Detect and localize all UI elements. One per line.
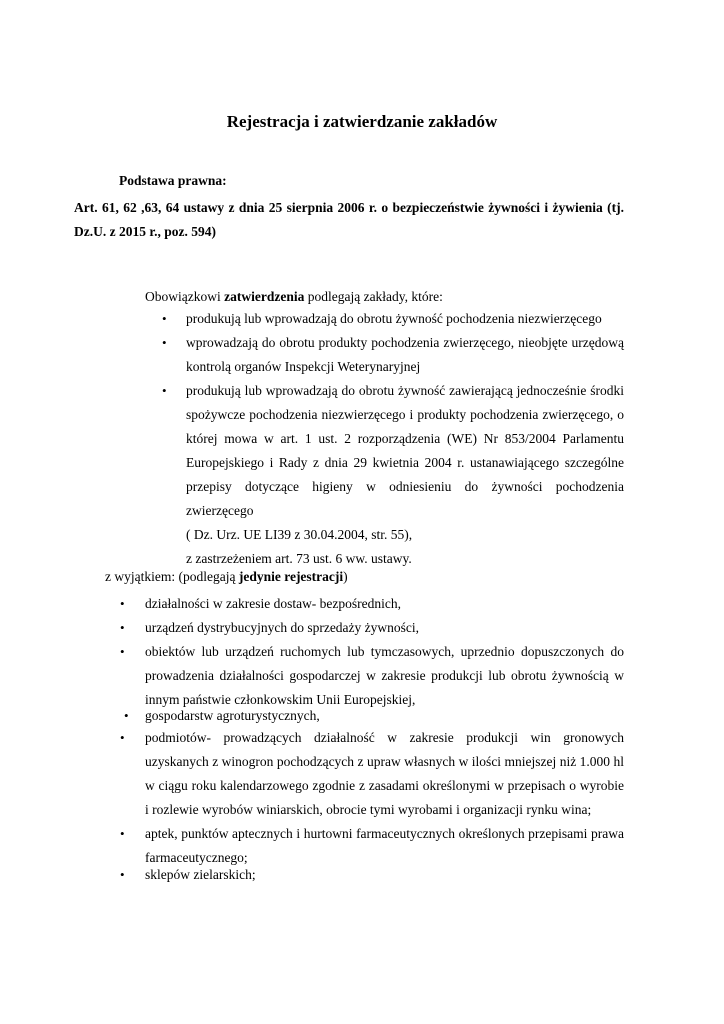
list-item xyxy=(162,307,624,331)
bullet-icon: • xyxy=(162,383,167,398)
list-item xyxy=(120,863,624,887)
approval-reservation-text: z zastrzeżeniem art. 73 ust. 6 ww. ustawy. xyxy=(186,551,412,566)
exception-item-text: sklepów zielarskich; xyxy=(145,867,256,882)
legal-basis-heading: Podstawa prawna: xyxy=(119,173,227,188)
list-item xyxy=(120,616,624,640)
exceptions-intro-before: z wyjątkiem: (podlegają xyxy=(105,569,239,584)
approval-citation xyxy=(186,523,624,547)
bullet-icon: • xyxy=(162,335,167,350)
exception-item-text: gospodarstw agroturystycznych, xyxy=(145,708,320,723)
approval-intro-after: podlegają zakłady, które: xyxy=(304,289,443,304)
legal-basis-text: Art. 61, 62 ,63, 64 ustawy z dnia 25 sierpnia 2006 r. o bezpieczeństwie żywności i żywienia (tj. Dz.U. z 2015 r., poz. 594) xyxy=(74,200,624,239)
bullet-icon: • xyxy=(120,620,125,635)
bullet-icon: • xyxy=(120,644,125,659)
list-item xyxy=(120,640,624,712)
list-item xyxy=(124,704,624,728)
exception-item-text: aptek, punktów aptecznych i hurtowni farmaceutycznych określonych przepisami prawa farmaceutycznego; xyxy=(145,826,624,865)
exception-item-text: działalności w zakresie dostaw- bezpośrednich, xyxy=(145,596,402,611)
approval-item-text: wprowadzają do obrotu produkty pochodzenia zwierzęcego, nieobjęte urzędową kontrolą organów Inspekcji Weterynaryjnej xyxy=(186,335,624,374)
exceptions-intro-bold: jedynie rejestracji xyxy=(238,569,344,584)
approval-citation-text: ( Dz. Urz. UE LI39 z 30.04.2004, str. 55), xyxy=(186,527,413,542)
exceptions-list xyxy=(120,592,624,887)
bullet-icon: • xyxy=(120,826,125,841)
approval-item-text: produkują lub wprowadzają do obrotu żywność zawierającą jednocześnie środki spożywcze pochodzenia niezwierzęcego i produkty pochodzenia zwierzęcego, o której mowa w art. 1 ust. 2 rozporządzenia (WE) Nr 853/2004 Parlamentu Europejskiego i Rady z dnia 29 kwietnia 2004 r. ustanawiającego szczególne przepisy dotyczące higieny w odniesieniu do żywności pochodzenia zwierzęcego xyxy=(186,383,624,518)
exceptions-intro xyxy=(105,569,348,585)
list-item xyxy=(120,592,624,616)
approval-intro-bold: zatwierdzenia xyxy=(224,289,305,304)
list-item xyxy=(162,379,624,523)
approval-intro xyxy=(145,289,443,305)
exceptions-intro-after: ) xyxy=(343,569,348,584)
list-item xyxy=(120,726,624,822)
approval-intro-before: Obowiązkowi xyxy=(145,289,225,304)
list-item xyxy=(162,331,624,379)
bullet-icon: • xyxy=(162,311,167,326)
exception-item-text: podmiotów- prowadzących działalność w zakresie produkcji win gronowych uzyskanych z winogron pochodzących z upraw własnych w ilości mniejszej niż 1.000 hl w ciągu roku kalendarzowego zgodnie z zasadami określonymi w przepisach o wyrobie i rozlewie wyrobów winiarskich, obrocie tymi wyrobami i organizacji rynku wina; xyxy=(145,730,624,817)
approval-list xyxy=(162,307,624,571)
bullet-icon: • xyxy=(120,730,125,745)
exception-item-text: urządzeń dystrybucyjnych do sprzedaży żywności, xyxy=(145,620,420,635)
bullet-icon: • xyxy=(120,867,125,882)
bullet-icon: • xyxy=(120,596,125,611)
exception-item-text: obiektów lub urządzeń ruchomych lub tymczasowych, uprzednio dopuszczonych do prowadzenia działalności gospodarczej w zakresie produkcji lub obrotu żywnością w innym państwie członkowskim Unii Europejskiej, xyxy=(145,644,624,707)
approval-item-text: produkują lub wprowadzają do obrotu żywność pochodzenia niezwierzęcego xyxy=(186,311,602,326)
document-title: Rejestracja i zatwierdzanie zakładów xyxy=(226,112,498,131)
bullet-icon: • xyxy=(124,708,129,723)
approval-reservation xyxy=(186,547,624,571)
